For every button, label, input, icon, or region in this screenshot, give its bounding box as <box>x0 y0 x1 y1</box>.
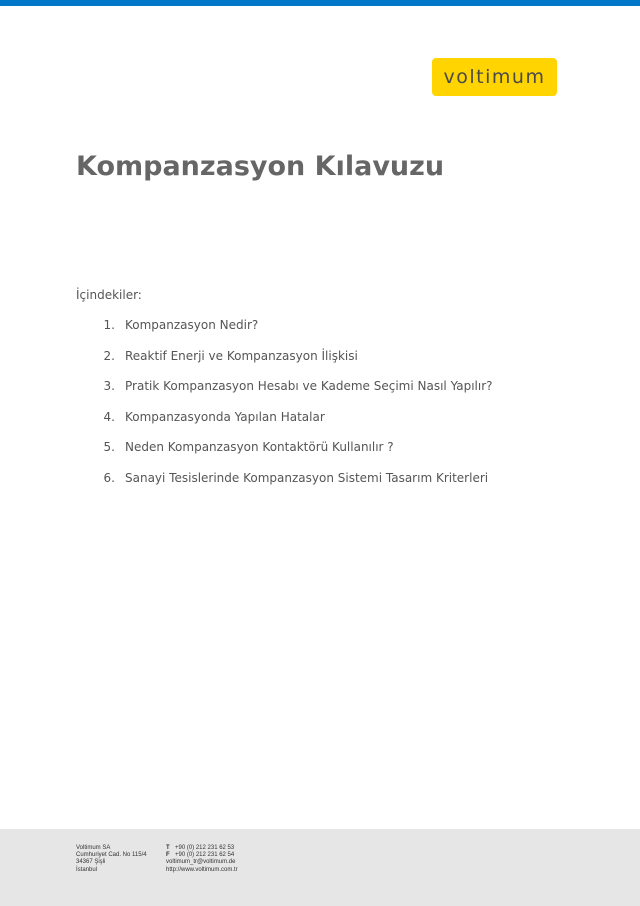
footer-fax <box>166 852 238 859</box>
phone-number: +90 (0) 212 231 62 53 <box>175 845 235 851</box>
toc-item-label: Kompanzasyonda Yapılan Hatalar <box>125 409 325 424</box>
voltimum-logo <box>432 58 557 96</box>
fax-number: +90 (0) 212 231 62 54 <box>175 852 235 859</box>
toc-item-number: 6. <box>103 470 115 485</box>
toc-item-number: 4. <box>103 409 115 424</box>
page-footer <box>0 829 640 906</box>
toc-item-number: 3. <box>103 379 115 394</box>
footer-website[interactable]: http://www.voltimum.com.tr <box>166 866 238 873</box>
toc-item-label: Reaktif Enerji ve Kompanzasyon İlişkisi <box>125 348 358 363</box>
page-title: Kompanzasyon Kılavuzu <box>76 151 445 182</box>
footer-address <box>76 845 147 874</box>
toc-item <box>76 349 493 380</box>
fax-label: F <box>166 852 170 859</box>
toc-item-label: Pratik Kompanzasyon Hesabı ve Kademe Seçimi Nasıl Yapılır? <box>125 379 493 394</box>
toc-item-number: 1. <box>103 318 115 332</box>
toc-item-label: Neden Kompanzasyon Kontaktörü Kullanılır ? <box>125 440 394 455</box>
footer-city: İstanbul <box>76 866 98 873</box>
logo-text: voltimum <box>443 66 546 88</box>
toc-item <box>76 318 493 349</box>
footer-phone <box>166 845 238 852</box>
toc-item <box>76 410 493 441</box>
footer-address-line: Cumhuriyet Cad. No 115/4 <box>76 852 147 859</box>
toc-item <box>76 471 493 502</box>
toc-item-label: Sanayi Tesislerinde Kompanzasyon Sistemi Tasarım Kriterleri <box>125 470 489 485</box>
top-accent-bar <box>0 0 640 6</box>
phone-label: T <box>166 845 170 851</box>
table-of-contents <box>76 318 493 502</box>
toc-item-number: 2. <box>103 348 115 363</box>
footer-email[interactable]: voltimum_tr@voltimum.de <box>166 859 236 866</box>
toc-item-number: 5. <box>103 440 115 455</box>
footer-address-line: 34367 Şişli <box>76 859 106 866</box>
toc-item-label: Kompanzasyon Nedir? <box>125 318 259 332</box>
footer-contact <box>166 845 238 874</box>
footer-company: Voltimum SA <box>76 845 111 851</box>
toc-heading: İçindekiler: <box>76 288 142 302</box>
toc-item <box>76 440 493 471</box>
toc-item <box>76 379 493 410</box>
